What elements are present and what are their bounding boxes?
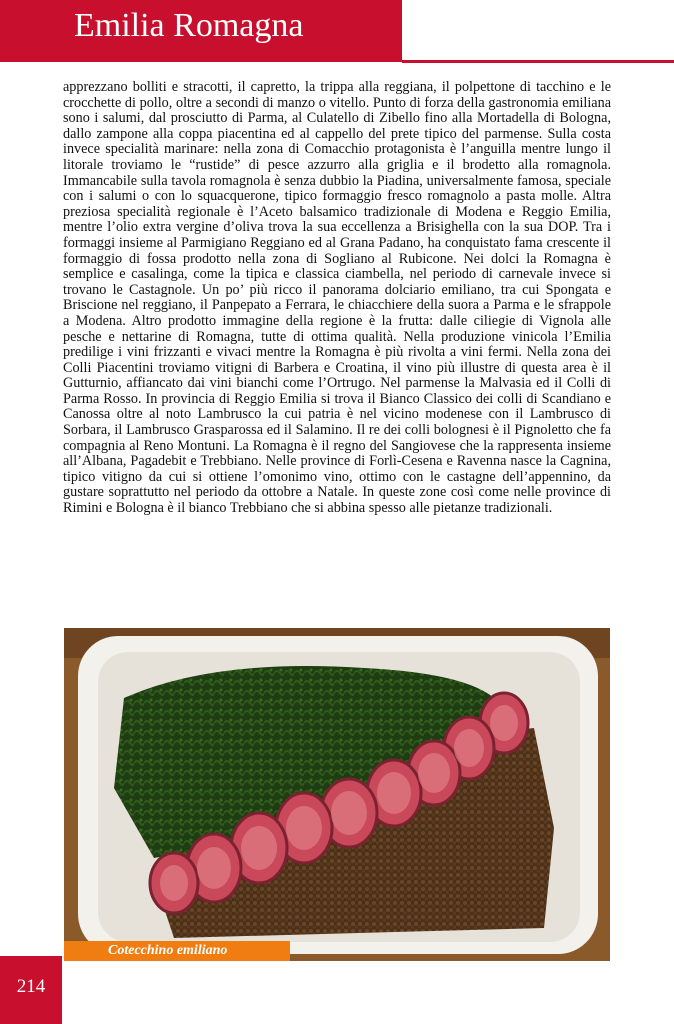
- page-number: 214: [16, 976, 46, 997]
- photo-caption: Cotecchino emiliano: [64, 941, 290, 961]
- body-paragraph: apprezzano bolliti e stracotti, il capretto, la trippa alla reggiana, il polpettone di tacchino e le crocchette di pollo, oltre a secondi di manzo o vitello. Punto di forza della gastronomia emiliana sono i salumi, dal prosciutto di Parma, al Culatello di Zibello fino alla Mortadella di Bologna, dallo zampone alla coppa piacentina ed al cappello del prete tipico del parmense. Sulla costa invece specialità marinare: nella zona di Comacchio protagonista è l’anguilla mentre lungo il litorale troviamo le “rustide” di pesce azzurro alla griglia e il brodetto alla romagnola. Immancabile sulla tavola romagnola è senza dubbio la Piadina, universalmente famosa, speciale con i salumi o con lo squacquerone, tipico formaggio fresco romagnolo a pasta molle. Altra preziosa specialità regionale è l’Aceto balsamico tradizionale di Modena e Reggio Emilia, mentre l’olio extra vergine d’oliva trova la sua eccellenza a Brisighella con la sua DOP. Tra i formaggi insieme al Parmigiano Reggiano ed al Grana Padano, ha conquistato fama crescente il formaggio di fossa prodotto nella zona di Sogliano al Rubicone. Nei dolci la Romagna è semplice e casalinga, come la tipica e classica ciambella, nel periodo di carnevale invece si trovano le Castagnole. Un po’ più ricco il panorama dolciario emiliano, tra cui Spongata e Briscione nel reggiano, il Panpepato a Ferrara, le chiacchiere della suora a Parma e le sfrappole a Modena. Altro prodotto immagine della regione è la frutta: dalle ciliegie di Vignola alle pesche e nettarine di Romagna, tutte di ottima qualità. Nella produzione vinicola l’Emilia predilige i vini frizzanti e vivaci mentre la Romagna è più rivolta a vini fermi. Nella zona dei Colli Piacentini troviamo vitigni di Barbera e Croatina, il vino più illustre di questa area è il Gutturnio, affiancato dai vini bianchi come l’Ortrugo. Nel parmense la Malvasia ed il Colli di Parma Rosso. In provincia di Reggio Emilia si trova il Bianco Classico dei colli di Scandiano e Canossa oltre al noto Lambrusco la cui patria è nel vicino modenese con il Lambrusco di Sorbara, il Lambrusco Grasparossa ed il Salamino. Il re dei colli bolognesi è il Pignoletto che fa compagnia al Reno Montuni. La Romagna è il regno del Sangiovese che la rappresenta insieme all’Albana, Pagadebit e Trebbiano. Nelle province di Forlì-Cesena e Ravenna nasce la Cagnina, tipico vitigno da cui si ottiene l’omonimo vino, ottimo con le castagne dell’appennino, da gustare soprattutto nel periodo da ottobre a Natale. In queste zone così come nelle province di Rimini e Bologna è il bianco Trebbiano che si abbina spesso alle pietanze tradizionali.: [63, 79, 611, 517]
- page-title: Emilia Romagna: [74, 7, 304, 44]
- header-rule: [402, 60, 674, 63]
- food-photo: [64, 628, 610, 961]
